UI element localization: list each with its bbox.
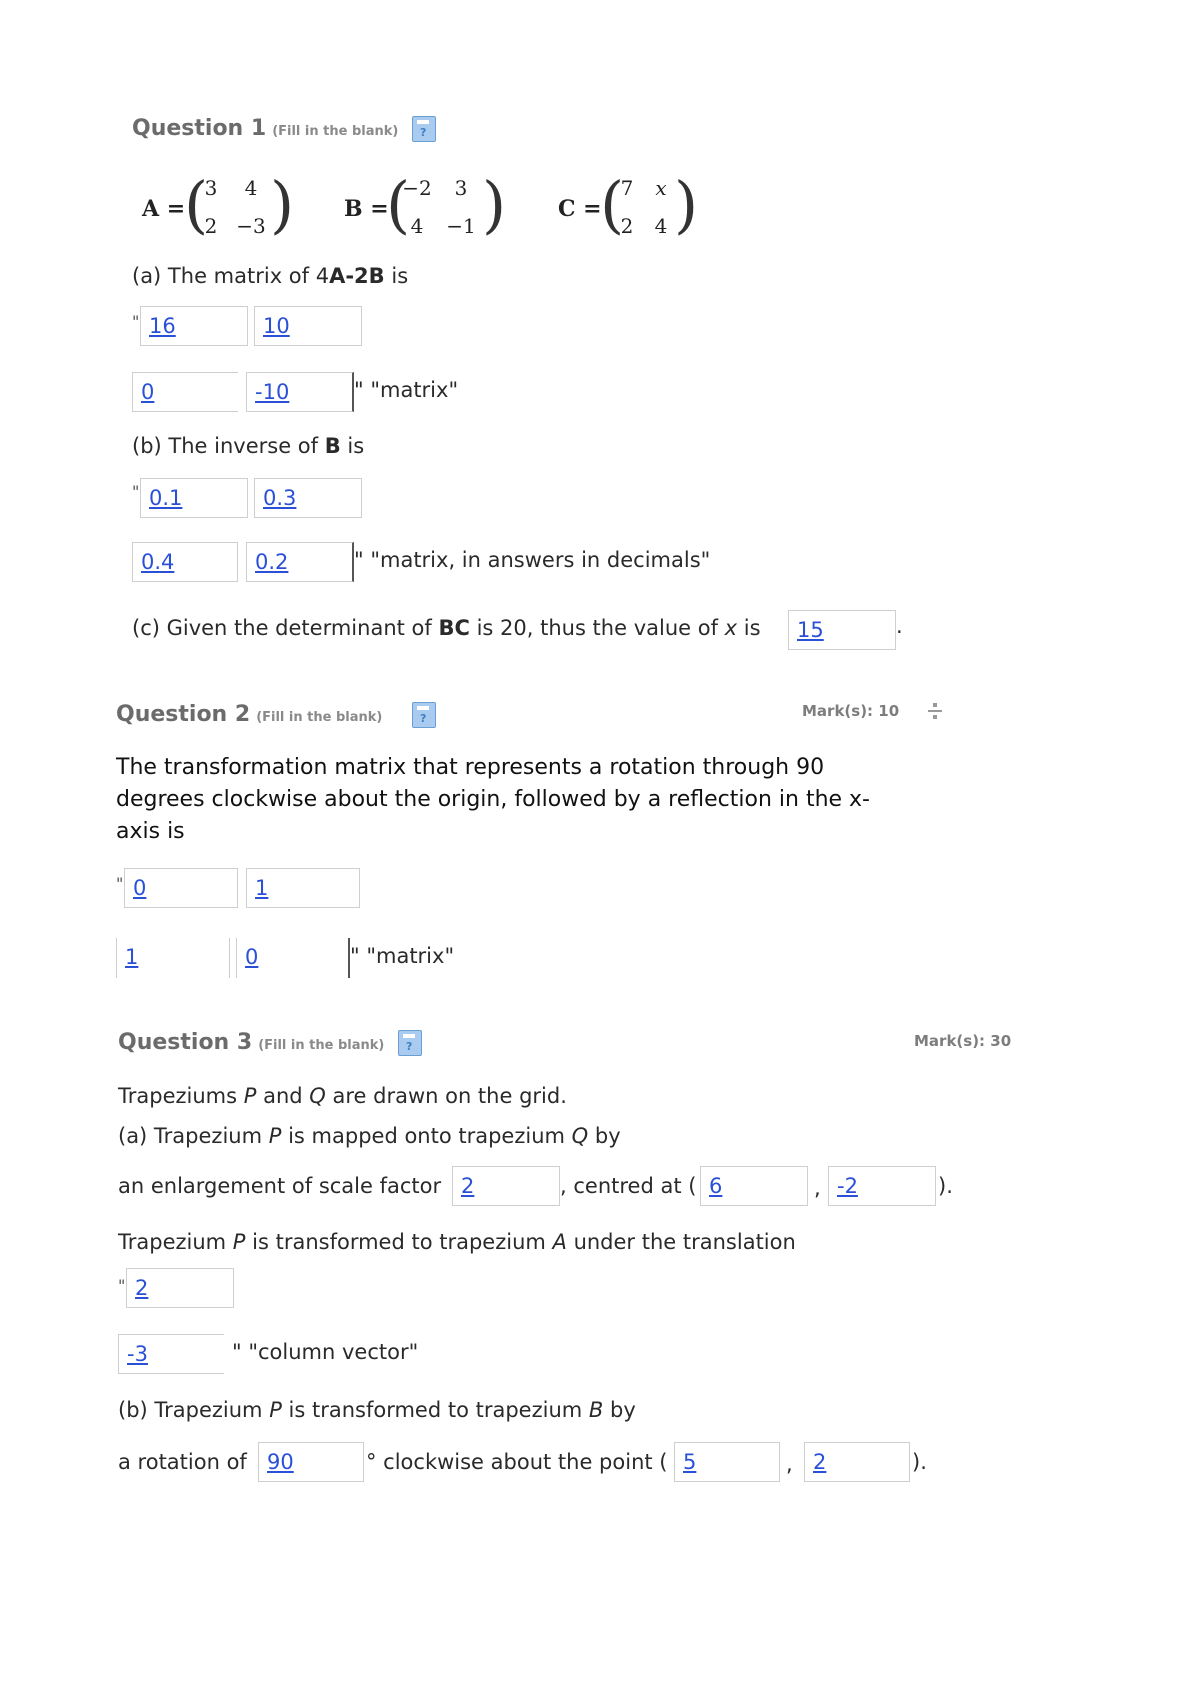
text: under the translation: [566, 1230, 796, 1254]
question-type: (Fill in the blank): [272, 124, 399, 139]
text: are drawn on the grid.: [325, 1084, 567, 1108]
marks-label: Mark(s): 10: [802, 702, 900, 720]
sort-icon[interactable]: [928, 702, 942, 720]
matrix-suffix: " "matrix": [350, 944, 455, 968]
answer-field[interactable]: 1: [246, 868, 360, 908]
answer-field[interactable]: 0: [124, 868, 238, 908]
open-quote: ": [132, 312, 140, 331]
answer-field[interactable]: 0.1: [140, 478, 248, 518]
help-icon[interactable]: [398, 1030, 422, 1056]
answer-field[interactable]: 0.2: [246, 542, 354, 582]
text: (a) Trapezium: [118, 1124, 269, 1148]
question-title-text: Question 1: [132, 116, 267, 141]
answer-field[interactable]: 10: [254, 306, 362, 346]
matrix-cell: 2: [204, 214, 218, 238]
question-title-text: Question 2: [116, 702, 251, 727]
matrix-label: C =: [558, 196, 602, 222]
question-3-title: [118, 1030, 384, 1055]
close-paren: ).: [912, 1450, 927, 1474]
part-a-prompt: [118, 1124, 621, 1148]
text-italic: A: [552, 1230, 567, 1254]
matrix-cell: 4: [654, 214, 668, 238]
intro-text: [118, 1084, 567, 1108]
close-paren: ).: [938, 1174, 953, 1198]
text-line: axis is: [116, 819, 185, 844]
text-line: degrees clockwise about the origin, followed by a reflection in the x-: [116, 787, 870, 812]
answer-field[interactable]: -10: [246, 372, 354, 412]
right-paren: ): [674, 168, 699, 241]
text-line: The transformation matrix that represents a rotation through 90: [116, 755, 825, 780]
matrix-suffix: " "matrix, in answers in decimals": [354, 548, 711, 572]
text: by: [603, 1398, 636, 1422]
answer-field[interactable]: 0: [236, 938, 350, 978]
text: Trapeziums: [118, 1084, 244, 1108]
matrix-cell: 7: [620, 176, 634, 200]
question-type: (Fill in the blank): [258, 1038, 385, 1053]
vector-y-field[interactable]: -3: [118, 1334, 224, 1374]
matrix-a: [142, 168, 302, 248]
text: is: [340, 434, 365, 458]
left-paren: (: [600, 168, 625, 241]
question-2-title: [116, 702, 382, 727]
text-italic: x: [724, 616, 738, 640]
text: (b) Trapezium: [118, 1398, 270, 1422]
left-paren: (: [184, 168, 209, 241]
question-1-title: [132, 116, 398, 141]
text: is 20, thus the value of: [469, 616, 725, 640]
rotation-text: a rotation of: [118, 1450, 247, 1474]
text: is transformed to trapezium: [281, 1398, 589, 1422]
right-paren: ): [270, 168, 295, 241]
matrix-cell: 4: [410, 214, 424, 238]
matrix-c: [558, 168, 718, 248]
part-a-prompt: [132, 264, 408, 288]
text: is transformed to trapezium: [245, 1230, 553, 1254]
point-y-field[interactable]: 2: [804, 1442, 910, 1482]
matrix-cell: 3: [454, 176, 468, 200]
part-b-prompt: [118, 1398, 636, 1422]
centre-y-field[interactable]: -2: [828, 1166, 936, 1206]
open-quote: ": [116, 874, 124, 893]
matrix-cell: 4: [244, 176, 258, 200]
text-italic: B: [588, 1398, 604, 1422]
answer-field[interactable]: 0: [132, 372, 238, 412]
open-quote: ": [118, 1276, 126, 1295]
vector-suffix: " "column vector": [232, 1340, 419, 1364]
scale-factor-field[interactable]: 2: [452, 1166, 560, 1206]
text-italic: Q: [571, 1124, 589, 1148]
point-x-field[interactable]: 5: [674, 1442, 780, 1482]
text: (b) The inverse of: [132, 434, 325, 458]
open-quote: ": [132, 482, 140, 501]
text-bold: B: [368, 264, 385, 288]
text-bold: BC: [438, 616, 470, 640]
clockwise-text: ° clockwise about the point (: [366, 1450, 668, 1474]
matrix-cell: 3: [204, 176, 218, 200]
answer-field[interactable]: 0.3: [254, 478, 362, 518]
matrix-cell: x: [655, 176, 667, 200]
angle-field[interactable]: 90: [258, 1442, 364, 1482]
right-paren: ): [482, 168, 507, 241]
text-italic: P: [269, 1398, 282, 1422]
comma: ,: [814, 1176, 821, 1200]
help-icon[interactable]: [412, 702, 436, 728]
text: by: [588, 1124, 621, 1148]
text: is mapped onto trapezium: [281, 1124, 572, 1148]
matrix-cell: −2: [402, 176, 432, 200]
text-bold: B: [324, 434, 341, 458]
text: and: [256, 1084, 310, 1108]
part-b-prompt: [132, 434, 364, 458]
matrix-label: B =: [344, 196, 389, 222]
text: (c) Given the determinant of: [132, 616, 439, 640]
text: is: [737, 616, 761, 640]
matrix-cell: −1: [446, 214, 476, 238]
matrix-label: A =: [142, 196, 186, 222]
part-c-prompt: [132, 616, 761, 640]
answer-field[interactable]: 16: [140, 306, 248, 346]
question-title-text: Question 3: [118, 1030, 253, 1055]
question-type: (Fill in the blank): [256, 710, 383, 725]
matrix-suffix: " "matrix": [354, 378, 459, 402]
matrix-cell: 2: [620, 214, 634, 238]
comma: ,: [786, 1452, 793, 1476]
matrix-b: [344, 168, 507, 248]
text-italic: P: [243, 1084, 257, 1108]
text: Trapezium: [118, 1230, 233, 1254]
text: (a) The matrix of 4: [132, 264, 330, 288]
centred-text: , centred at (: [560, 1174, 697, 1198]
answer-field[interactable]: 0.4: [132, 542, 238, 582]
text: is: [384, 264, 409, 288]
question-text: [116, 752, 916, 848]
text-bold: A: [329, 264, 346, 288]
text-bold: -2: [345, 264, 369, 288]
matrix-cell: −3: [236, 214, 266, 238]
answer-field[interactable]: 1: [116, 938, 230, 978]
help-icon[interactable]: [412, 116, 436, 142]
left-paren: (: [386, 168, 411, 241]
enlargement-text: an enlargement of scale factor: [118, 1174, 442, 1198]
vector-x-field[interactable]: 2: [126, 1268, 234, 1308]
text-italic: P: [232, 1230, 246, 1254]
period: .: [896, 614, 903, 638]
translation-prompt: [118, 1230, 796, 1254]
answer-field[interactable]: 15: [788, 610, 896, 650]
text-italic: Q: [309, 1084, 326, 1108]
marks-label: Mark(s): 30: [914, 1032, 1012, 1050]
text-italic: P: [268, 1124, 282, 1148]
centre-x-field[interactable]: 6: [700, 1166, 808, 1206]
